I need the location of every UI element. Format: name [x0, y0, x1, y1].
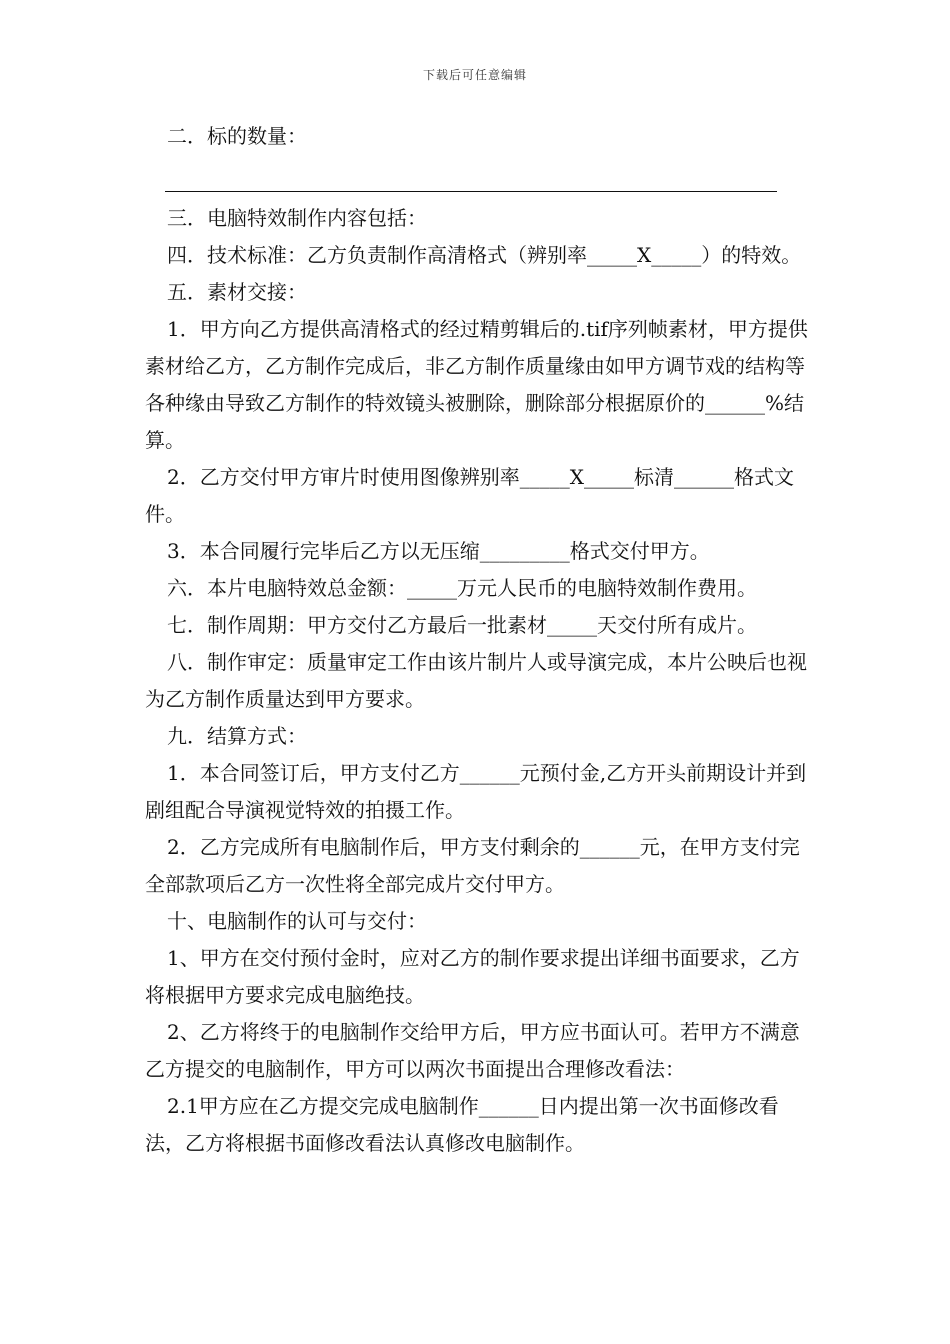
clause-5-1: 1．甲方向乙方提供高清格式的经过精剪辑后的.tif序列帧素材，甲方提供素材给乙方，乙方制作完成后，非乙方制作质量缘由如甲方调节戏的结构等各种缘由导致乙方制作的特效镜头被删除，删除部分根据原价的______%结算。 [145, 317, 808, 452]
clause-5-3: 3．本合同履行完毕后乙方以无压缩_________格式交付甲方。 [167, 539, 710, 563]
page-header: 下载后可任意编辑 [422, 68, 527, 82]
clause-9-1: 1．本合同签订后，甲方支付乙方______元预付金,乙方开头前期设计并到剧组配合导演视觉特效的拍摄工作。 [145, 761, 807, 822]
section-7-production-cycle: 七．制作周期：甲方交付乙方最后一批素材_____天交付所有成片。 [167, 613, 757, 637]
section-2-quantity: 二．标的数量： [167, 124, 307, 148]
section-10-acceptance: 十、电脑制作的认可与交付： [167, 909, 427, 933]
clause-5-2: 2．乙方交付甲方审片时使用图像辨别率_____X_____标清______格式文件。 [145, 465, 794, 526]
section-4-technical-standard: 四．技术标准：乙方负责制作高清格式（辨别率_____X_____）的特效。 [167, 243, 802, 267]
clause-10-2-1: 2.1甲方应在乙方提交完成电脑制作______日内提出第一次书面修改看法，乙方将根据书面修改看法认真修改电脑制作。 [145, 1094, 779, 1155]
clause-10-1: 1、甲方在交付预付金时，应对乙方的制作要求提出详细书面要求，乙方将根据甲方要求完成电脑绝技。 [145, 946, 800, 1007]
section-9-settlement: 九．结算方式： [167, 724, 307, 748]
clause-10-2: 2、乙方将终于的电脑制作交给甲方后，甲方应书面认可。若甲方不满意乙方提交的电脑制作，甲方可以两次书面提出合理修改看法： [145, 1020, 800, 1081]
section-5-material-handover: 五．素材交接： [167, 280, 307, 304]
section-3-content: 三．电脑特效制作内容包括： [167, 206, 427, 230]
fill-in-line [165, 163, 777, 192]
section-6-total-amount: 六．本片电脑特效总金额：_____万元人民币的电脑特效制作费用。 [167, 576, 757, 600]
section-8-review: 八．制作审定：质量审定工作由该片制片人或导演完成，本片公映后也视为乙方制作质量达到甲方要求。 [145, 650, 807, 711]
document-body [145, 118, 810, 1162]
clause-9-2: 2．乙方完成所有电脑制作后，甲方支付剩余的______元，在甲方支付完全部款项后乙方一次性将全部完成片交付甲方。 [145, 835, 800, 896]
